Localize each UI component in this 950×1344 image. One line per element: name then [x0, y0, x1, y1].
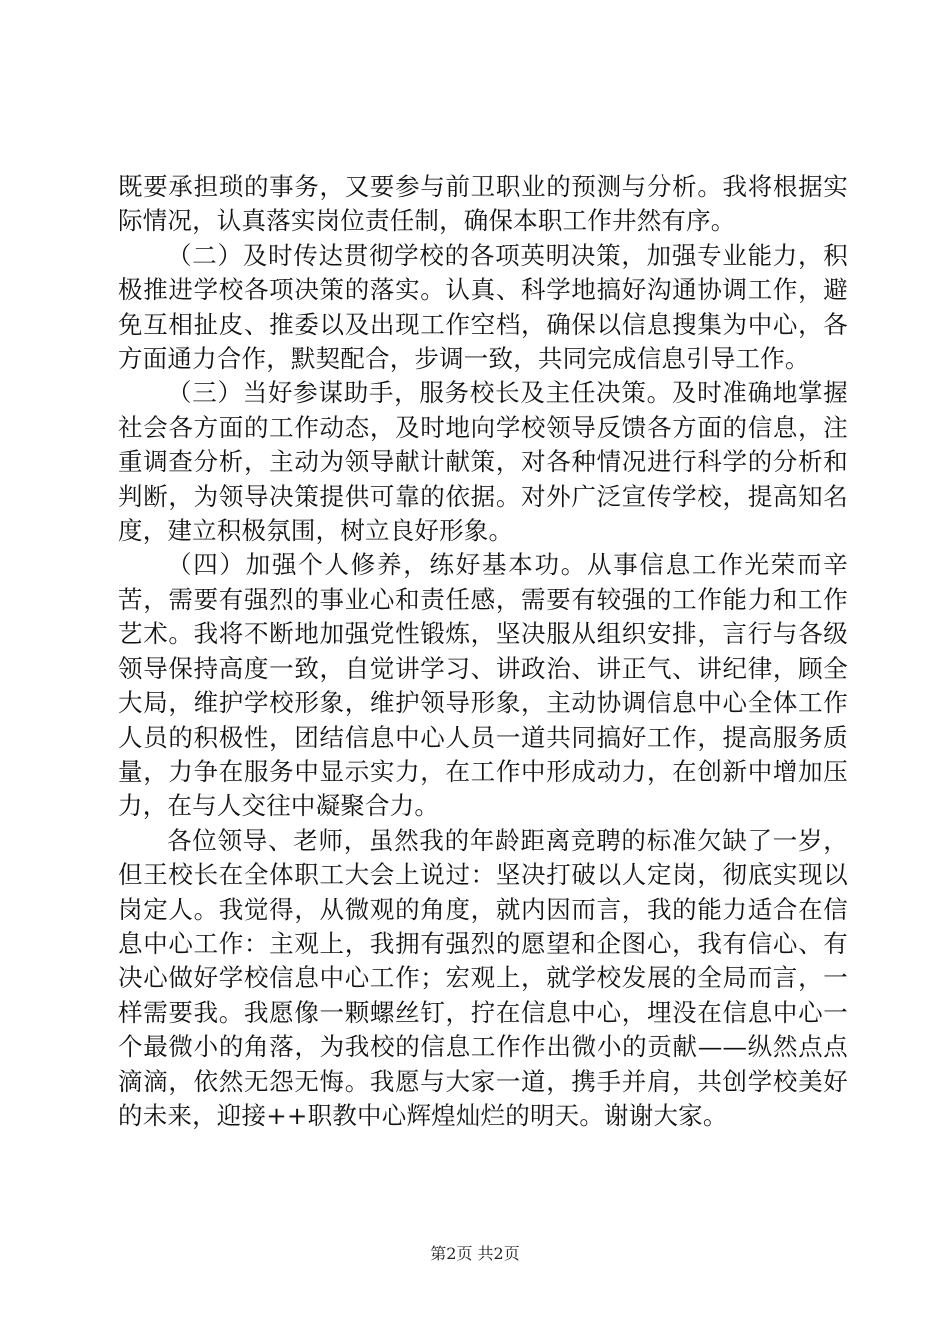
- paragraph-section-4: （四）加强个人修养，练好基本功。从事信息工作光荣而辛苦，需要有强烈的事业心和责任感，需要有较强的工作能力和工作艺术。我将不断地加强党性锻炼，坚决服从组织安排，言行与各级领导保持高度一致，自觉讲学习、讲政治、讲正气、讲纪律，顾全大局，维护学校形象，维护领导形象，主动协调信息中心全体工作人员的积极性，团结信息中心人员一道共同搞好工作，提高服务质量，力争在服务中显示实力，在工作中形成动力，在创新中增加压力，在与人交往中凝聚合力。: [118, 550, 848, 821]
- paragraph-section-3: （三）当好参谋助手，服务校长及主任决策。及时准确地掌握社会各方面的工作动态，及时地向学校领导反馈各方面的信息，注重调查分析，主动为领导献计献策，对各种情况进行科学的分析和判断，为领导决策提供可靠的依据。对外广泛宣传学校，提高知名度，建立积极氛围，树立良好形象。: [118, 378, 848, 546]
- document-body: [118, 170, 848, 1133]
- page-footer: 第2页 共2页: [430, 1244, 520, 1263]
- paragraph-closing: 各位领导、老师，虽然我的年龄距离竞聘的标准欠缺了一岁，但王校长在全体职工大会上说过：坚决打破以人定岗，彻底实现以岗定人。我觉得，从微观的角度，就内因而言，我的能力适合在信息中心工作：主观上，我拥有强烈的愿望和企图心，我有信心、有决心做好学校信息中心工作；宏观上，就学校发展的全局而言，一样需要我。我愿像一颗螺丝钉，拧在信息中心，埋没在信息中心一个最微小的角落，为我校的信息工作作出微小的贡献——纵然点点滴滴，依然无怨无悔。我愿与大家一道，携手并肩，共创学校美好的未来，迎接++职教中心辉煌灿烂的明天。谢谢大家。: [118, 825, 848, 1130]
- paragraph-section-2: （二）及时传达贯彻学校的各项英明决策，加强专业能力，积极推进学校各项决策的落实。认真、科学地搞好沟通协调工作，避免互相扯皮、推委以及出现工作空档，确保以信息搜集为中心，各方面通力合作，默契配合，步调一致，共同完成信息引导工作。: [118, 240, 848, 374]
- paragraph-continuation: 既要承担琐的事务，又要参与前卫职业的预测与分析。我将根据实际情况，认真落实岗位责任制，确保本职工作井然有序。: [118, 172, 848, 236]
